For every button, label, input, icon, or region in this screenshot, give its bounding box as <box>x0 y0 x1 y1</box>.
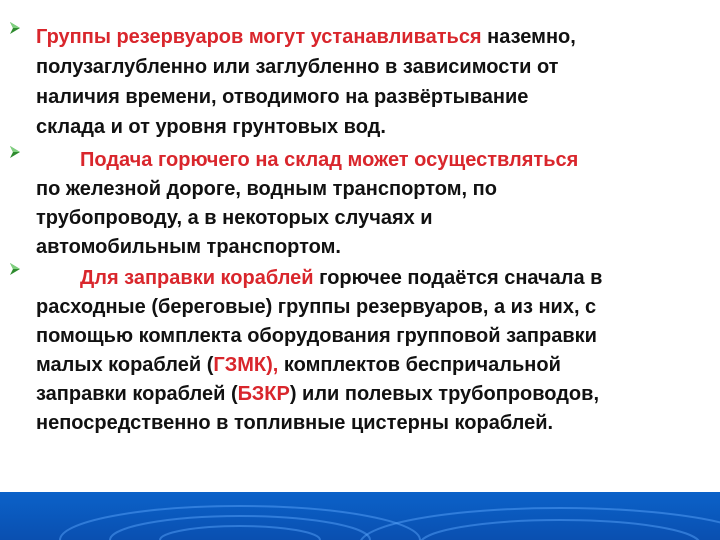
bullet-1-line-1 <box>36 25 576 49</box>
text-segment: склада и от уровня грунтовых вод. <box>36 116 386 138</box>
bullet-3-line-5 <box>36 382 599 406</box>
text-segment: трубопроводу, а в некоторых случаях и <box>36 207 433 229</box>
text-segment: расходные (береговые) группы резервуаров, а из них, с <box>36 296 597 318</box>
arrowhead-bullet-icon <box>8 145 22 159</box>
bullet-3-line-1 <box>80 266 602 290</box>
bullet-1-line-4 <box>36 115 386 139</box>
text-segment: наличия времени, отводимого на развёртывание <box>36 86 529 108</box>
text-segment: наземно, <box>487 26 576 48</box>
bullet-2-line-3 <box>36 206 433 230</box>
text-segment: непосредственно в топливные цистерны кораблей <box>36 412 548 434</box>
text-segment: БЗКР <box>237 383 290 405</box>
bullet-2-line-2 <box>36 177 497 201</box>
bullet-3-line-6 <box>36 411 553 435</box>
bullet-3-line-3 <box>36 324 597 348</box>
bullet-2-line-1 <box>80 148 578 172</box>
text-segment: полузаглубленно или заглубленно в зависимости от <box>36 56 559 78</box>
text-segment: помощью комплекта оборудования групповой заправки <box>36 325 597 347</box>
water-ripple-decoration <box>0 492 720 540</box>
text-segment: горючее подаётся сначала в <box>319 267 603 289</box>
text-segment: заправки кораблей ( <box>36 383 238 405</box>
text-segment: Для заправки кораблей <box>80 267 320 289</box>
text-segment: автомобильным транспортом. <box>36 236 341 258</box>
text-segment: Подача горючего на склад может осуществляться <box>80 149 579 171</box>
arrowhead-bullet-icon <box>8 21 22 35</box>
bullet-1-line-2 <box>36 55 558 79</box>
arrowhead-bullet-icon <box>8 262 22 276</box>
text-segment: малых кораблей ( <box>36 354 214 376</box>
text-segment: по железной дороге, водным транспортом, по <box>36 178 497 200</box>
footer-band <box>0 492 720 540</box>
bullet-3-line-2 <box>36 295 596 319</box>
bullet-3-line-4 <box>36 353 561 377</box>
text-segment: комплектов беспричальной <box>278 354 561 376</box>
bullet-1-line-3 <box>36 85 528 109</box>
text-segment: ГЗМК), <box>213 354 279 376</box>
text-segment: . <box>547 412 554 434</box>
text-segment: Группы резервуаров могут устанавливаться <box>36 26 488 48</box>
bullet-2-line-4 <box>36 235 341 259</box>
text-segment: ) или полевых трубопроводов, <box>289 383 600 405</box>
